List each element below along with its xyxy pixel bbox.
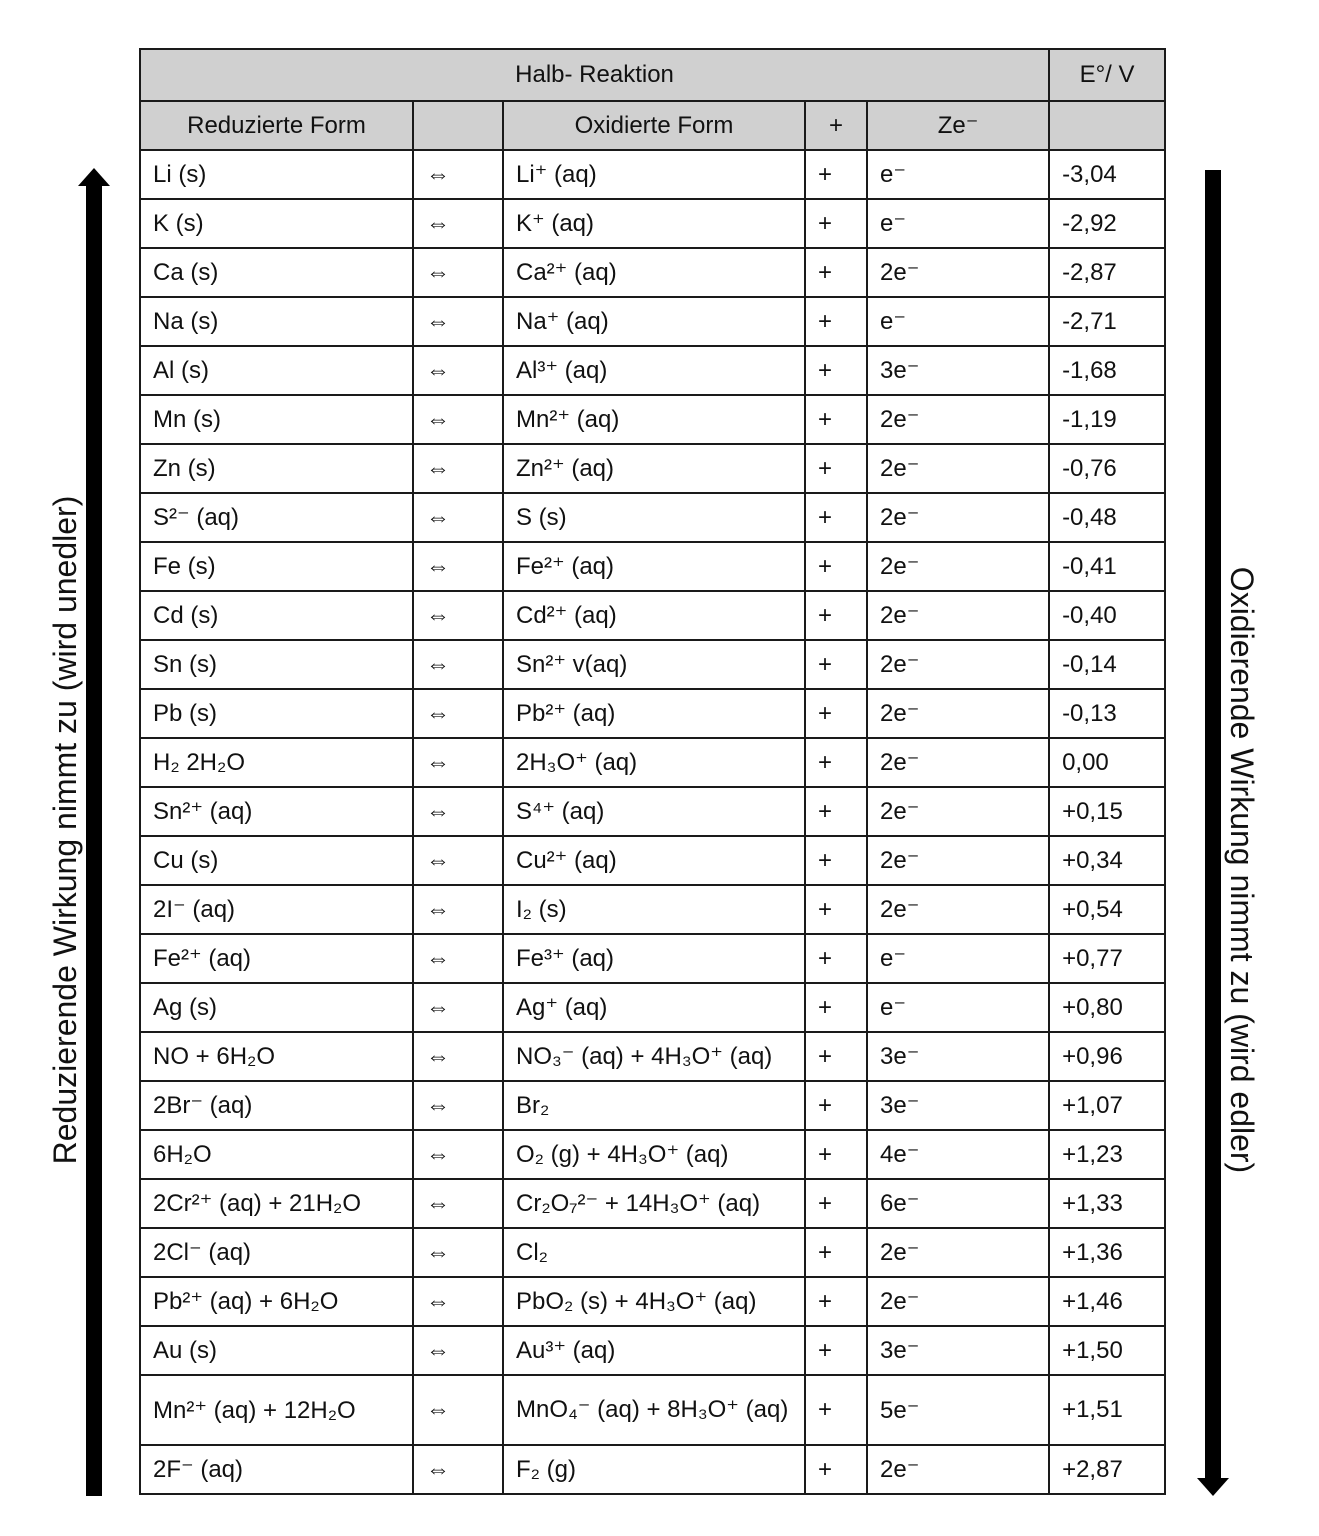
table-row xyxy=(140,1375,1165,1445)
cell-oxidized-form: Ag⁺ (aq) xyxy=(503,983,805,1032)
cell-potential: +1,23 xyxy=(1049,1130,1165,1179)
cell-electrons: 6e⁻ xyxy=(867,1179,1049,1228)
cell-reduced-form: Cu (s) xyxy=(140,836,413,885)
equilibrium-arrow-icon: ⇔ xyxy=(413,150,503,199)
equilibrium-arrow-icon: ⇔ xyxy=(413,444,503,493)
oxidizing-strength-label: Oxidierende Wirkung nimmt zu (wird edler) xyxy=(1224,566,1260,1174)
cell-electrons: e⁻ xyxy=(867,934,1049,983)
cell-electrons: 3e⁻ xyxy=(867,1081,1049,1130)
header-oxidized-form: Oxidierte Form xyxy=(503,101,805,150)
equilibrium-arrow-icon: ⇔ xyxy=(413,248,503,297)
cell-electrons: 2e⁻ xyxy=(867,885,1049,934)
cell-reduced-form: Mn²⁺ (aq) + 12H₂O xyxy=(140,1375,413,1445)
cell-oxidized-form: O₂ (g) + 4H₃O⁺ (aq) xyxy=(503,1130,805,1179)
cell-reduced-form: Fe²⁺ (aq) xyxy=(140,934,413,983)
table-row xyxy=(140,1130,1165,1179)
cell-potential: -2,71 xyxy=(1049,297,1165,346)
equilibrium-arrow-icon: ⇔ xyxy=(413,1130,503,1179)
header-potential-blank xyxy=(1049,101,1165,150)
cell-plus: + xyxy=(805,885,867,934)
cell-reduced-form: NO + 6H₂O xyxy=(140,1032,413,1081)
cell-reduced-form: Sn²⁺ (aq) xyxy=(140,787,413,836)
header-potential: E°/ V xyxy=(1049,49,1165,101)
cell-reduced-form: 2Cr²⁺ (aq) + 21H₂O xyxy=(140,1179,413,1228)
arrow-down-shaft xyxy=(1205,170,1221,1480)
cell-oxidized-form: I₂ (s) xyxy=(503,885,805,934)
cell-reduced-form: 2Cl⁻ (aq) xyxy=(140,1228,413,1277)
cell-electrons: 2e⁻ xyxy=(867,542,1049,591)
table-row xyxy=(140,934,1165,983)
equilibrium-arrow-icon: ⇔ xyxy=(413,297,503,346)
header-electrons: Ze⁻ xyxy=(867,101,1049,150)
cell-plus: + xyxy=(805,591,867,640)
reducing-strength-label: Reduzierende Wirkung nimmt zu (wird unedler) xyxy=(47,495,83,1165)
cell-plus: + xyxy=(805,1081,867,1130)
cell-electrons: e⁻ xyxy=(867,199,1049,248)
cell-potential: -0,13 xyxy=(1049,689,1165,738)
cell-oxidized-form: Ca²⁺ (aq) xyxy=(503,248,805,297)
equilibrium-arrow-icon: ⇔ xyxy=(413,885,503,934)
equilibrium-arrow-icon: ⇔ xyxy=(413,493,503,542)
equilibrium-arrow-icon: ⇔ xyxy=(413,738,503,787)
cell-potential: -2,92 xyxy=(1049,199,1165,248)
cell-oxidized-form: Au³⁺ (aq) xyxy=(503,1326,805,1375)
cell-electrons: 3e⁻ xyxy=(867,1032,1049,1081)
cell-oxidized-form: Zn²⁺ (aq) xyxy=(503,444,805,493)
cell-oxidized-form: Cl₂ xyxy=(503,1228,805,1277)
table-row xyxy=(140,1081,1165,1130)
cell-potential: -0,14 xyxy=(1049,640,1165,689)
cell-oxidized-form: Fe³⁺ (aq) xyxy=(503,934,805,983)
cell-plus: + xyxy=(805,1445,867,1494)
table-row xyxy=(140,1277,1165,1326)
cell-oxidized-form: Mn²⁺ (aq) xyxy=(503,395,805,444)
redox-potential-table xyxy=(139,48,1166,1495)
cell-oxidized-form: Al³⁺ (aq) xyxy=(503,346,805,395)
cell-reduced-form: Pb (s) xyxy=(140,689,413,738)
cell-plus: + xyxy=(805,689,867,738)
equilibrium-arrow-icon: ⇔ xyxy=(413,1179,503,1228)
cell-plus: + xyxy=(805,199,867,248)
arrow-down-head xyxy=(1197,1478,1229,1496)
cell-plus: + xyxy=(805,787,867,836)
table-row xyxy=(140,297,1165,346)
cell-electrons: 5e⁻ xyxy=(867,1375,1049,1445)
equilibrium-arrow-icon: ⇔ xyxy=(413,689,503,738)
cell-electrons: 2e⁻ xyxy=(867,395,1049,444)
equilibrium-arrow-icon: ⇔ xyxy=(413,199,503,248)
equilibrium-arrow-icon: ⇔ xyxy=(413,346,503,395)
cell-electrons: 2e⁻ xyxy=(867,1228,1049,1277)
cell-potential: +0,96 xyxy=(1049,1032,1165,1081)
cell-electrons: e⁻ xyxy=(867,983,1049,1032)
cell-reduced-form: Li (s) xyxy=(140,150,413,199)
cell-potential: +0,15 xyxy=(1049,787,1165,836)
cell-potential: +0,77 xyxy=(1049,934,1165,983)
cell-oxidized-form: 2H₃O⁺ (aq) xyxy=(503,738,805,787)
header-row-columns xyxy=(140,101,1165,150)
cell-reduced-form: Pb²⁺ (aq) + 6H₂O xyxy=(140,1277,413,1326)
cell-potential: -1,68 xyxy=(1049,346,1165,395)
cell-electrons: e⁻ xyxy=(867,150,1049,199)
cell-potential: +0,54 xyxy=(1049,885,1165,934)
equilibrium-arrow-icon: ⇔ xyxy=(413,1081,503,1130)
cell-reduced-form: K (s) xyxy=(140,199,413,248)
cell-plus: + xyxy=(805,934,867,983)
cell-potential: +0,34 xyxy=(1049,836,1165,885)
table-body xyxy=(140,150,1165,1494)
equilibrium-arrow-icon: ⇔ xyxy=(413,1228,503,1277)
cell-electrons: 2e⁻ xyxy=(867,738,1049,787)
cell-potential: +1,50 xyxy=(1049,1326,1165,1375)
cell-electrons: 2e⁻ xyxy=(867,248,1049,297)
cell-electrons: 2e⁻ xyxy=(867,640,1049,689)
cell-plus: + xyxy=(805,1228,867,1277)
table-row xyxy=(140,444,1165,493)
equilibrium-arrow-icon: ⇔ xyxy=(413,787,503,836)
cell-potential: +1,07 xyxy=(1049,1081,1165,1130)
header-arrow xyxy=(413,101,503,150)
equilibrium-arrow-icon: ⇔ xyxy=(413,591,503,640)
cell-reduced-form: Cd (s) xyxy=(140,591,413,640)
table-row xyxy=(140,199,1165,248)
cell-oxidized-form: Sn²⁺ v(aq) xyxy=(503,640,805,689)
cell-electrons: e⁻ xyxy=(867,297,1049,346)
cell-reduced-form: 2F⁻ (aq) xyxy=(140,1445,413,1494)
cell-plus: + xyxy=(805,297,867,346)
cell-reduced-form: Mn (s) xyxy=(140,395,413,444)
arrow-up-shaft xyxy=(86,184,102,1496)
cell-electrons: 3e⁻ xyxy=(867,346,1049,395)
cell-potential: -2,87 xyxy=(1049,248,1165,297)
table-row xyxy=(140,1326,1165,1375)
cell-plus: + xyxy=(805,150,867,199)
table-row xyxy=(140,591,1165,640)
table-row xyxy=(140,346,1165,395)
cell-potential: -0,40 xyxy=(1049,591,1165,640)
cell-reduced-form: Sn (s) xyxy=(140,640,413,689)
cell-oxidized-form: Cu²⁺ (aq) xyxy=(503,836,805,885)
cell-plus: + xyxy=(805,1130,867,1179)
arrow-up-head xyxy=(78,168,110,186)
cell-plus: + xyxy=(805,983,867,1032)
cell-reduced-form: 2Br⁻ (aq) xyxy=(140,1081,413,1130)
cell-electrons: 3e⁻ xyxy=(867,1326,1049,1375)
cell-electrons: 2e⁻ xyxy=(867,689,1049,738)
cell-potential: +0,80 xyxy=(1049,983,1165,1032)
cell-oxidized-form: K⁺ (aq) xyxy=(503,199,805,248)
cell-oxidized-form: S⁴⁺ (aq) xyxy=(503,787,805,836)
equilibrium-arrow-icon: ⇔ xyxy=(413,640,503,689)
equilibrium-arrow-icon: ⇔ xyxy=(413,836,503,885)
equilibrium-arrow-icon: ⇔ xyxy=(413,983,503,1032)
table-row xyxy=(140,885,1165,934)
cell-potential: +1,51 xyxy=(1049,1375,1165,1445)
cell-oxidized-form: Li⁺ (aq) xyxy=(503,150,805,199)
cell-plus: + xyxy=(805,444,867,493)
cell-plus: + xyxy=(805,1277,867,1326)
cell-plus: + xyxy=(805,542,867,591)
cell-oxidized-form: NO₃⁻ (aq) + 4H₃O⁺ (aq) xyxy=(503,1032,805,1081)
table-row xyxy=(140,640,1165,689)
cell-plus: + xyxy=(805,395,867,444)
cell-electrons: 2e⁻ xyxy=(867,493,1049,542)
cell-reduced-form: H₂ 2H₂O xyxy=(140,738,413,787)
cell-plus: + xyxy=(805,248,867,297)
cell-plus: + xyxy=(805,738,867,787)
cell-oxidized-form: F₂ (g) xyxy=(503,1445,805,1494)
table-row xyxy=(140,689,1165,738)
cell-oxidized-form: PbO₂ (s) + 4H₃O⁺ (aq) xyxy=(503,1277,805,1326)
cell-plus: + xyxy=(805,1375,867,1445)
cell-electrons: 2e⁻ xyxy=(867,836,1049,885)
equilibrium-arrow-icon: ⇔ xyxy=(413,1032,503,1081)
table-row xyxy=(140,1445,1165,1494)
equilibrium-arrow-icon: ⇔ xyxy=(413,1375,503,1445)
table-row xyxy=(140,542,1165,591)
cell-plus: + xyxy=(805,1032,867,1081)
cell-potential: +2,87 xyxy=(1049,1445,1165,1494)
table-row xyxy=(140,150,1165,199)
cell-electrons: 2e⁻ xyxy=(867,591,1049,640)
cell-reduced-form: Ag (s) xyxy=(140,983,413,1032)
cell-reduced-form: 6H₂O xyxy=(140,1130,413,1179)
cell-reduced-form: Au (s) xyxy=(140,1326,413,1375)
cell-potential: +1,36 xyxy=(1049,1228,1165,1277)
cell-electrons: 2e⁻ xyxy=(867,444,1049,493)
cell-potential: +1,46 xyxy=(1049,1277,1165,1326)
arrow-up-icon xyxy=(78,168,110,1498)
cell-plus: + xyxy=(805,1326,867,1375)
cell-oxidized-form: MnO₄⁻ (aq) + 8H₃O⁺ (aq) xyxy=(503,1375,805,1445)
header-plus: + xyxy=(805,101,867,150)
table-row xyxy=(140,983,1165,1032)
equilibrium-arrow-icon: ⇔ xyxy=(413,1277,503,1326)
cell-oxidized-form: Pb²⁺ (aq) xyxy=(503,689,805,738)
cell-plus: + xyxy=(805,346,867,395)
cell-reduced-form: S²⁻ (aq) xyxy=(140,493,413,542)
cell-potential: -0,48 xyxy=(1049,493,1165,542)
cell-oxidized-form: Br₂ xyxy=(503,1081,805,1130)
cell-oxidized-form: Cr₂O₇²⁻ + 14H₃O⁺ (aq) xyxy=(503,1179,805,1228)
cell-oxidized-form: Fe²⁺ (aq) xyxy=(503,542,805,591)
equilibrium-arrow-icon: ⇔ xyxy=(413,1445,503,1494)
cell-oxidized-form: Na⁺ (aq) xyxy=(503,297,805,346)
cell-reduced-form: Ca (s) xyxy=(140,248,413,297)
table-row xyxy=(140,836,1165,885)
table-row xyxy=(140,248,1165,297)
equilibrium-arrow-icon: ⇔ xyxy=(413,934,503,983)
table-row xyxy=(140,1179,1165,1228)
header-half-reaction: Halb- Reaktion xyxy=(140,49,1049,101)
cell-oxidized-form: S (s) xyxy=(503,493,805,542)
cell-electrons: 2e⁻ xyxy=(867,787,1049,836)
cell-reduced-form: Zn (s) xyxy=(140,444,413,493)
cell-potential: -0,41 xyxy=(1049,542,1165,591)
table-row xyxy=(140,493,1165,542)
cell-plus: + xyxy=(805,640,867,689)
cell-reduced-form: Na (s) xyxy=(140,297,413,346)
cell-electrons: 4e⁻ xyxy=(867,1130,1049,1179)
cell-plus: + xyxy=(805,836,867,885)
cell-plus: + xyxy=(805,493,867,542)
equilibrium-arrow-icon: ⇔ xyxy=(413,395,503,444)
table-row xyxy=(140,395,1165,444)
header-row-main xyxy=(140,49,1165,101)
cell-potential: 0,00 xyxy=(1049,738,1165,787)
table-row xyxy=(140,1032,1165,1081)
table-row xyxy=(140,1228,1165,1277)
equilibrium-arrow-icon: ⇔ xyxy=(413,1326,503,1375)
table-row xyxy=(140,738,1165,787)
cell-potential: -3,04 xyxy=(1049,150,1165,199)
cell-potential: +1,33 xyxy=(1049,1179,1165,1228)
cell-plus: + xyxy=(805,1179,867,1228)
table-row xyxy=(140,787,1165,836)
cell-reduced-form: Al (s) xyxy=(140,346,413,395)
cell-potential: -1,19 xyxy=(1049,395,1165,444)
cell-reduced-form: Fe (s) xyxy=(140,542,413,591)
cell-electrons: 2e⁻ xyxy=(867,1445,1049,1494)
cell-potential: -0,76 xyxy=(1049,444,1165,493)
equilibrium-arrow-icon: ⇔ xyxy=(413,542,503,591)
cell-reduced-form: 2I⁻ (aq) xyxy=(140,885,413,934)
header-reduced-form: Reduzierte Form xyxy=(140,101,413,150)
cell-electrons: 2e⁻ xyxy=(867,1277,1049,1326)
arrow-down-icon xyxy=(1197,170,1229,1498)
cell-oxidized-form: Cd²⁺ (aq) xyxy=(503,591,805,640)
